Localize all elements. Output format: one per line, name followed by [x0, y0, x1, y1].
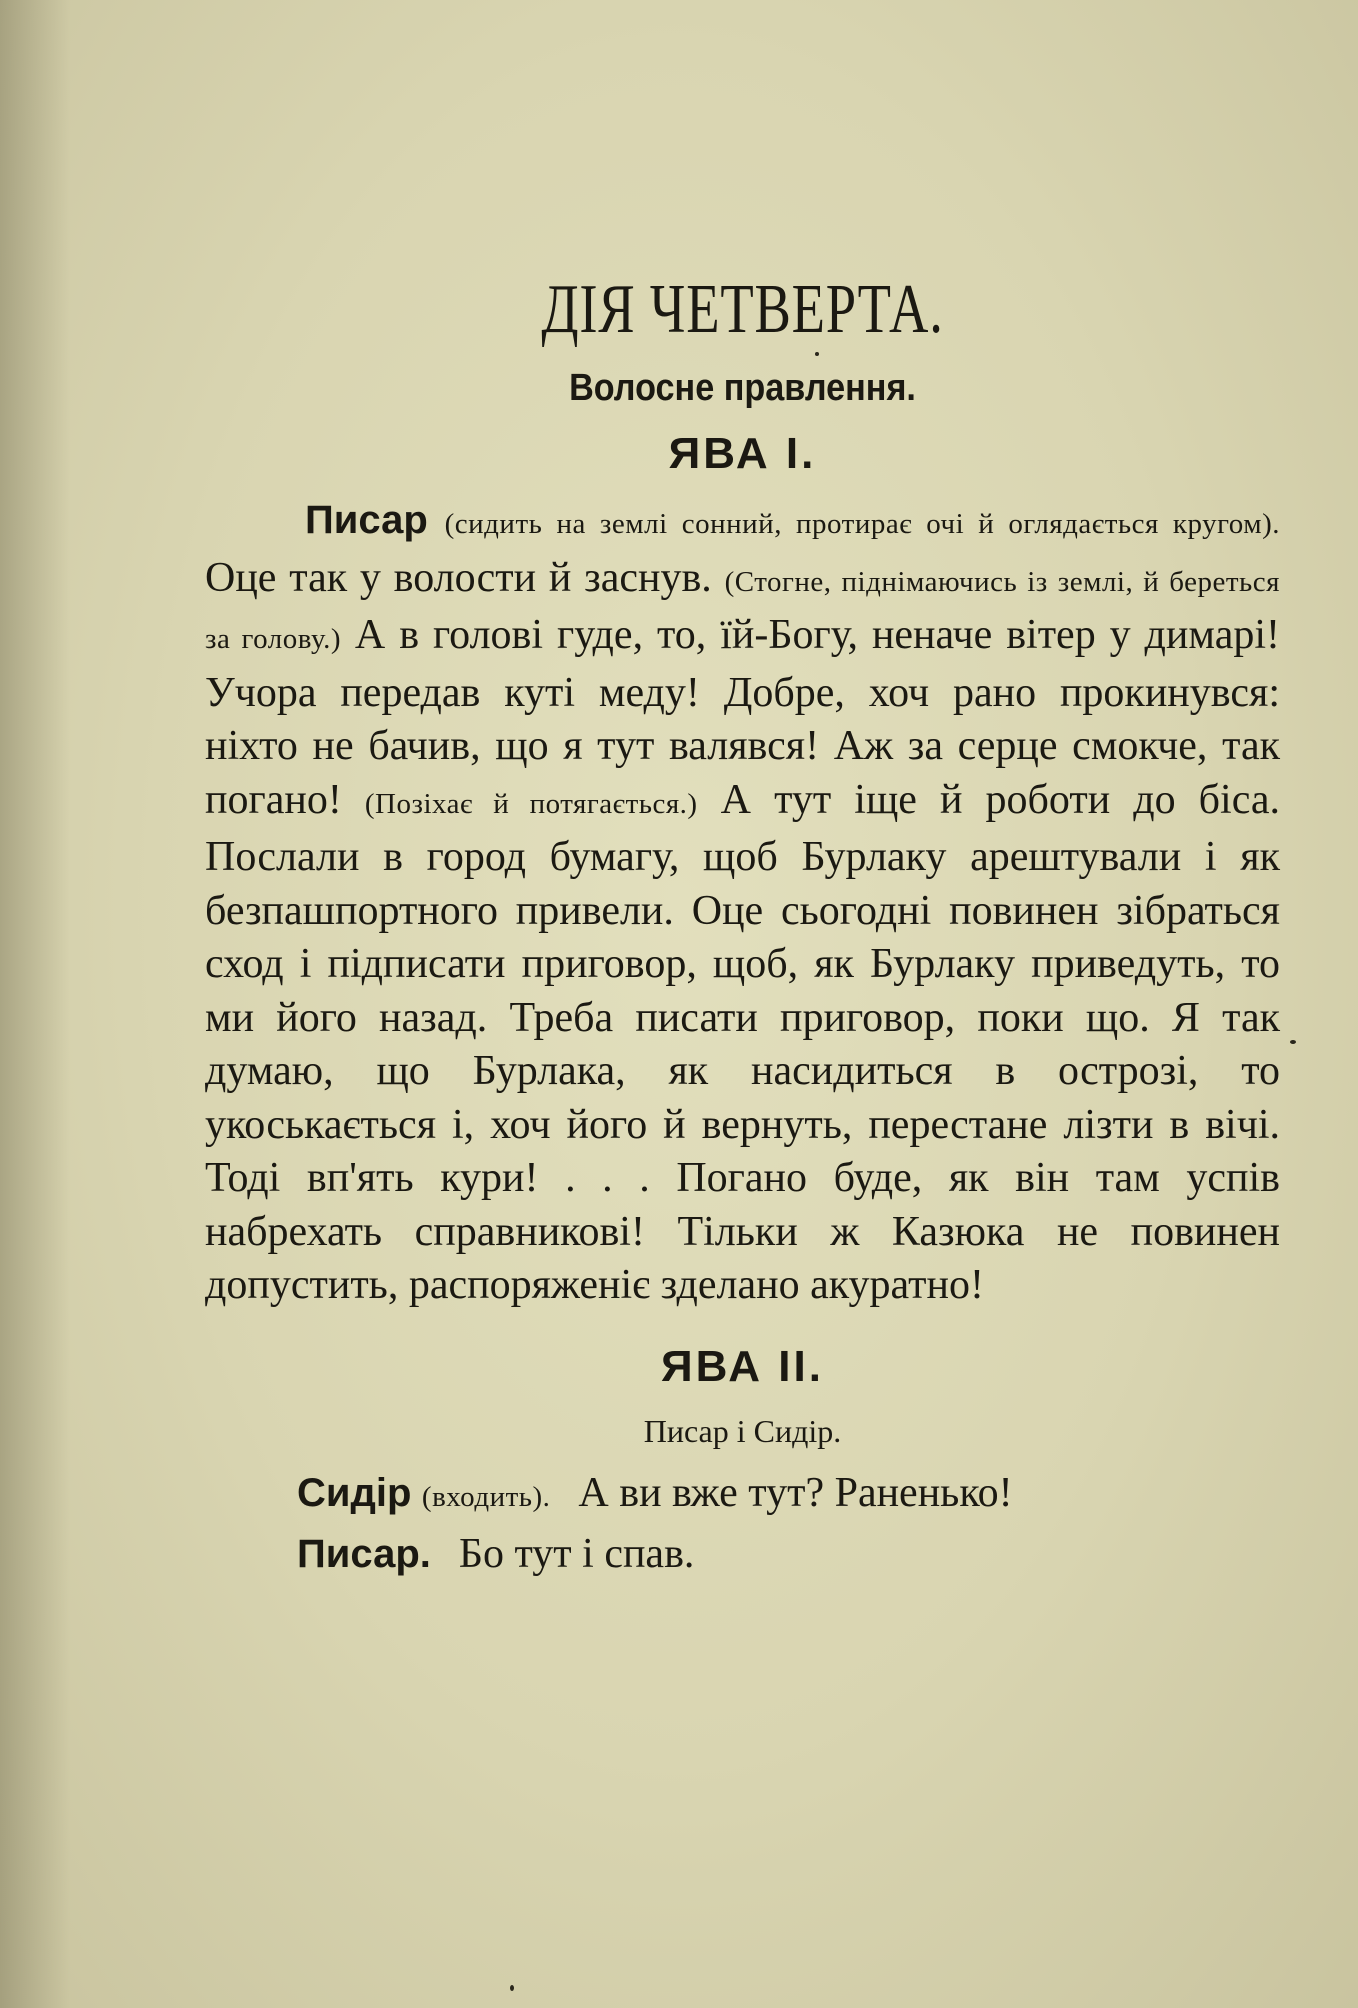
act-title: ДІЯ ЧЕТВЕРТА. [541, 271, 944, 348]
speaker-name: Писар [305, 498, 428, 542]
page-gutter-shadow [0, 0, 70, 2008]
dialogue-line [205, 1465, 1280, 1526]
dialogue-text: А ви вже тут? Раненько! [578, 1469, 1013, 1516]
scene-2 [205, 1339, 1280, 1583]
speaker-name: Сидір [297, 1470, 412, 1515]
dialogue-text: А в голові гуде, то, їй-Богу, неначе вітер у димарі! Учора передав куті меду! Добре, хоч рано прокинувся: ніхто не бачив, що я тут валявся! Аж за серце смокче, так погано! [205, 612, 1280, 823]
stage-direction: (Стогне, піднімаючись із землі, й береться за голову.) [205, 565, 1280, 655]
scene-2-cast: Писар і Сидір. [643, 1412, 842, 1449]
speaker-name: Писар. [297, 1531, 431, 1576]
setting-subtitle: Волосне правлення. [569, 367, 916, 409]
dialogue-text: Оце так у волости й заснув. [205, 554, 712, 601]
paper-speck [815, 352, 819, 356]
stage-direction: (входить). [421, 1480, 551, 1513]
stage-direction: (Позіхає й потягається.) [364, 787, 698, 820]
dialogue-text: А тут іще й роботи до біса. Послали в город бумагу, щоб Бурлаку арештували і як безпашпортного привели. Оце сьогодні повинен зібраться сход і підписати приговор, щоб, як Бурлаку приведуть, то ми його назад. Треба писати приговор, поки що. Я так думаю, що Бурлака, як насидиться в острозі, то укоськається і, хоч його й вернуть, перестане лізти в вічі. Тоді вп'ять кури! . . . Погано буде, як він там успів набрехать справникові! Тільки ж Казюка не повинен допустить, распоряженіє зделано акуратно! [205, 776, 1281, 1308]
paper-speck [510, 1985, 514, 1991]
scene-1-monologue [205, 494, 1280, 1313]
page-text-block [205, 270, 1280, 1583]
stage-direction: (сидить на землі сонний, протирає очі й оглядається кругом). [444, 508, 1280, 540]
scene-2-heading: ЯВА II. [661, 1341, 824, 1391]
dialogue-text: Бо тут і спав. [458, 1530, 695, 1577]
scene-1-heading: ЯВА І. [668, 429, 817, 478]
paper-speck [1290, 1040, 1296, 1044]
dialogue-line [205, 1526, 1280, 1583]
